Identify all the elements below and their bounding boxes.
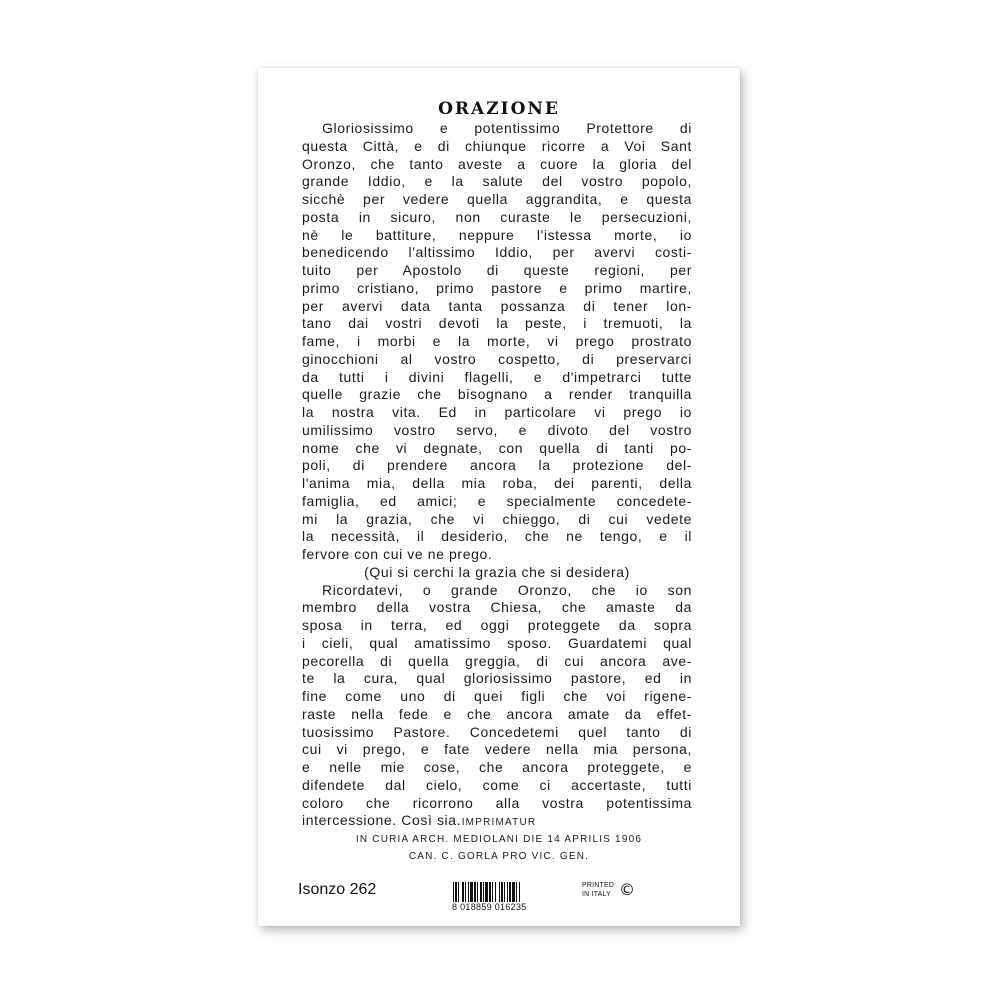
text-line: raste nella fede e che ancora amate da effet- (302, 705, 692, 722)
text-line: pecorella di quella greggia, di cui ancora ave- (302, 652, 692, 669)
barcode-bar (453, 882, 454, 902)
text-line: l'anima mia, della mia roba, dei parenti, della (302, 475, 692, 491)
text-line: intercessione. Così sia. (302, 812, 462, 829)
barcode-bar (495, 882, 496, 902)
text-line: sposa in terra, ed oggi proteggete da sopra (302, 617, 692, 633)
paragraph-1 (302, 120, 692, 564)
text-line: Gloriosissimo e potentissimo Protettore di (322, 120, 692, 136)
paragraph-2 (302, 582, 692, 831)
barcode-bar (458, 882, 459, 902)
barcode-bar (489, 882, 491, 902)
barcode-bar (455, 882, 457, 902)
catalog-number: Isonzo 262 (298, 881, 377, 898)
copyright-icon: © (619, 880, 635, 899)
printed-line: IN ITALY (582, 891, 611, 898)
barcode-bar (462, 882, 464, 902)
text-line: da tutti i divini flagelli, e d'impetrarci tutte (302, 368, 692, 385)
barcode-bar (483, 882, 484, 902)
barcode-bars (452, 882, 556, 902)
text-line: la nostra vita. Ed in particolare vi prego io (302, 404, 692, 420)
text-line: nome che vi degnate, con quella di tanti po- (302, 439, 692, 456)
text-line: tuosissimo Pastore. Concedetemi quel tanto di (302, 723, 692, 740)
printed-line: PRINTED (582, 882, 615, 889)
barcode-bar (485, 882, 488, 902)
text-line: tano dai vostri devoti la peste, i tremuoti, la (302, 315, 692, 332)
barcode-bar (480, 882, 482, 902)
barcode-bar (465, 882, 466, 902)
text-line: Ricordatevi, o grande Oronzo, che io son (322, 581, 692, 598)
barcode-bar (509, 882, 511, 902)
barcode (452, 882, 556, 912)
barcode-bar (516, 882, 517, 902)
text-line: quelle grazie che bisognano a render tranquilla (302, 386, 692, 403)
imprimatur-line: IMPRIMATUR (461, 817, 537, 828)
text-line: la necessità, il desiderio, che ne tengo, e il (302, 528, 692, 545)
text-line: poli, di prendere ancora la protezione del- (302, 457, 692, 474)
text-line: fame, i morbi e la morte, vi prego prostrato (302, 333, 692, 349)
text-line: umilissimo vostro servo, e divoto del vostro (302, 421, 692, 438)
barcode-bar (499, 882, 500, 902)
text-line: fervore con cui ve ne prego. (302, 546, 493, 562)
text-line: primo cristiano, primo pastore e primo martire, (302, 279, 692, 296)
barcode-bar (470, 882, 473, 902)
text-line: Oronzo, che tanto aveste a cuore la gloria del (302, 155, 692, 172)
imprimatur-line: IN CURIA ARCH. MEDIOLANI DIE 14 APRILIS 1906 (355, 834, 643, 845)
text-line: ginocchioni al vostro cospetto, di preservarci (302, 350, 692, 367)
prayer-body (302, 120, 692, 830)
text-line: grande Iddio, e la salute del vostro popolo, (302, 173, 692, 190)
text-line: e nelle mie cose, che ancora proteggete, e (302, 759, 692, 775)
prayer-title: ORAZIONE (438, 99, 560, 119)
imprimatur-block (258, 814, 740, 865)
intention-note: (Qui si cerchi la grazia che si desidera) (364, 563, 630, 580)
barcode-bar (504, 882, 505, 902)
text-line: per avervi data tanta possanza di tener lon- (302, 297, 692, 314)
text-line: tuito per Apostolo di queste regioni, per (302, 262, 692, 278)
barcode-bar (519, 882, 520, 902)
text-line: cui vi prego, e fate vedere nella mia persona, (302, 741, 692, 758)
text-line: posta in sicuro, non curaste le persecuzioni, (302, 208, 692, 225)
barcode-number: 8 018859 016235 (452, 902, 527, 912)
barcode-bar (474, 882, 476, 902)
text-line: coloro che ricorrono alla vostra potentissima (302, 794, 692, 811)
text-line: benedicendo l'altissimo Iddio, per avervi costi- (302, 244, 692, 261)
imprimatur-line: CAN. C. GORLA PRO VIC. GEN. (408, 851, 590, 862)
text-line: questa Città, e di chiunque ricorre a Voi Sant (302, 137, 692, 154)
barcode-bar (512, 882, 515, 902)
barcode-bar (492, 882, 493, 902)
text-line: nè le battiture, neppure l'istessa morte, io (302, 226, 692, 243)
text-line: sicchè per vedere quella aggrandita, e questa (302, 191, 692, 207)
prayer-card (258, 68, 740, 926)
text-line: te la cura, qual gloriosissimo pastore, ed in (302, 670, 692, 687)
text-line: famiglia, ed amici; e specialmente concedete- (302, 492, 692, 509)
barcode-bar (501, 882, 503, 902)
barcode-bar (477, 882, 478, 902)
barcode-bar (468, 882, 469, 902)
text-line: mi la grazia, che vi chieggo, di cui vedete (302, 510, 692, 527)
text-line: difendete dal cielo, come ci accertaste, tutti (302, 776, 692, 793)
text-line: membro della vostra Chiesa, che amaste da (302, 599, 692, 616)
text-line: i cieli, qual amatissimo sposo. Guardatemi qual (302, 634, 692, 651)
barcode-bar (507, 882, 508, 902)
printed-in-italy (582, 881, 614, 899)
text-line: fine come uno di quei figli che voi rigene- (302, 688, 692, 704)
